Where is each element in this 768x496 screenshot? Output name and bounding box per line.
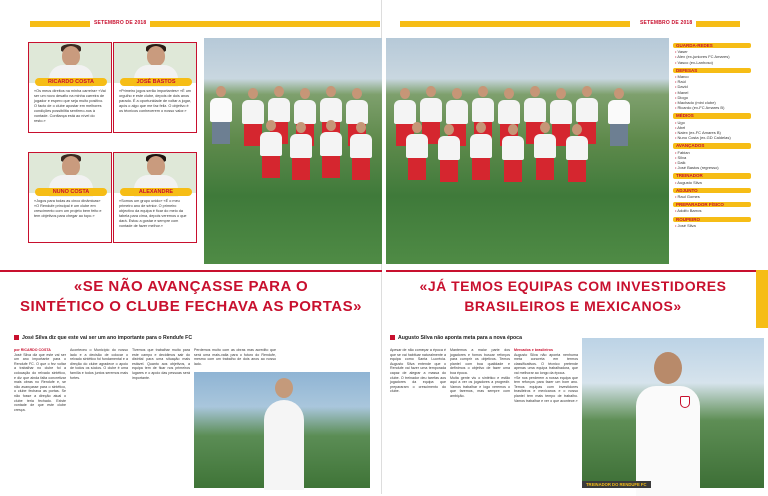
para: Perdemos muito com as obras mas acredito que será uma mais-valia para o futuro do Rendufe, mesmo com um trabalho de dois anos ao nosso lado.	[194, 348, 276, 366]
coach-photo	[582, 338, 764, 488]
left-header-date: SETEMBRO DE 2018	[94, 20, 147, 26]
roster-item: • Ricardo (ex-FC Amares B)	[673, 105, 763, 110]
left-headline-1: «SE NÃO AVANÇASSE PARA O	[73, 278, 309, 295]
para: Tivemos que trabalhar muito para este campo e decidimos sair do distrital para uma situação mais estável. Quanto aos objetivos, a equipa tem de ficar nos primeiros lugares e o apoio das pessoas será importante.	[132, 348, 190, 380]
left-subhead	[14, 335, 374, 341]
right-subhead-text: Augusto Silva não aponta meta para a nova época	[398, 335, 522, 341]
player-name: NUNO COSTA	[35, 188, 107, 196]
roster-category: ROUPEIRO	[673, 217, 751, 222]
left-headline-2: SINTÉTICO O CLUBE FECHAVA AS PORTAS»	[20, 298, 362, 315]
right-header-date: SETEMBRO DE 2018	[640, 20, 693, 26]
r-article-col-1	[390, 348, 446, 486]
r-article-col-3	[514, 348, 578, 486]
roster-item: • Dalk	[673, 160, 763, 165]
player-quote: «Somos um grupo unido» «É o meu primeiro ano de sénior. O primeiro objectivo da equipa é ficar do meio da tabela para cima, depois veremos o que dará. Estou a gostar e sempre com vontade de fazer melhor.»	[119, 199, 187, 228]
para: Muita gente viu o sintético e estão aqui a ver os jogadores a progredir. Vamos trabalhar e logo veremos o que faremos, mas sempre com ambição.	[450, 375, 510, 398]
team-photo-right	[386, 38, 669, 264]
player-name: JOSÉ BASTOS	[120, 78, 192, 86]
article-col-2	[70, 348, 128, 486]
roster-category: ADJUNTO	[673, 188, 751, 193]
roster-item: • Abel	[673, 125, 763, 130]
right-subhead	[390, 335, 580, 341]
right-headline-1: «JÁ TEMOS EQUIPAS COM INVESTIDORES	[419, 278, 727, 294]
roster	[673, 40, 763, 228]
player-name: RICARDO COSTA	[35, 78, 107, 86]
right-header-bar	[400, 21, 740, 27]
player-quote: «Primeiro jogos serão importantes» «É um orgulho e este clube, depois de dois anos parado. É a oportunidade de voltar a jogar, após o algo que me faz feliz. O objetivo é os técnicos conhecerem o nosso valor.»	[119, 89, 191, 113]
roster-item: • Machado (mini clube)	[673, 100, 763, 105]
article-col-1	[14, 348, 66, 486]
yellow-accent	[756, 270, 768, 328]
roster-item: • Nuno Costa (ex-GD Caldelas)	[673, 135, 763, 140]
roster-category: DEFESAS	[673, 68, 751, 73]
player-photo	[29, 153, 111, 193]
roster-category: MÉDIOS	[673, 113, 751, 118]
roster-item: • Silva	[673, 155, 763, 160]
right-headline-2: BRASILEIROS E MEXICANOS»	[464, 298, 682, 314]
para: Mantemos a maior parte dos jogadores e fomos buscar reforços para cumprir os objetivos. Temos plantel com boa qualidade e definimos o objetivo de fazer uma boa época.	[450, 348, 510, 375]
roster-item: • Fabian	[673, 150, 763, 155]
president-photo	[194, 372, 370, 488]
roster-item: • Marco	[673, 74, 763, 79]
para: «Se nos perderem a nossa equipa que tem reforços para fazer um bom ano. Temos equipas com investidores brasileiros e mexicanos e o nosso plantel tem mais tempo de trabalho. Vamos trabalhar e ver o que acontece.»	[514, 375, 578, 403]
roster-item: • Diogo	[673, 95, 763, 100]
roster-item: • Augusto Silva	[673, 180, 763, 185]
r-article-col-2	[450, 348, 510, 486]
body2-title: Mercados e brasileiros	[514, 348, 553, 352]
para: Apesar de não começar a época é que se vai habituar naturalmente a equipa como Santa Lucrécia. Augusto Silva entende que o Rendufe vai fazer uma temporada capaz de alegrar a massa do clube. O treinador deu tarefas aos jogadores da equipa que prepararam o crescimento do clube.	[390, 348, 446, 394]
player-card	[113, 152, 197, 243]
club-badge-icon	[680, 396, 690, 408]
roster-item: • Naiex (ex-FC Amares B)	[673, 130, 763, 135]
roster-item: • José Bastos (regresso)	[673, 165, 763, 170]
left-page	[0, 0, 382, 494]
player-card	[113, 42, 197, 133]
player-quote: «Jogos para todas as cinco dinâmicas» «O Rendufe principal é um clube em crescimento com um projeto bem feito e tem objetivos para chegar ao topo.»	[34, 199, 102, 218]
roster-category: PREPARADOR FÍSICO	[673, 202, 751, 207]
player-photo	[114, 153, 196, 193]
para: José Silva diz que este vai ser um ano importante para o Rendufe FC. O que o fez voltar a trabalhar no clube foi a colocação do relvado sintético, e diz que ainda falta concretizar mais obras no Rendufe e, se não avançasse para o sintético, o clube fechava as portas. Se não fosse a direção atual o clube teria fechado. Existe vontade de que este clube cresça.	[14, 352, 66, 412]
player-quote: «Os meus direitos na minha carreira» «Vai ser um novo desafio na minha carreira de jogador e espero que seja muito positivo. O facto de o clube apostar em melhores condições possibilita sentirmo-nos à vontade. Confiança está ao nível do resto.»	[34, 89, 106, 123]
roster-category: GUARDA-REDES	[673, 43, 751, 48]
roster-item: • Vaser	[673, 49, 763, 54]
article-col-3	[132, 348, 190, 380]
player-photo	[29, 43, 111, 83]
roster-item: • Raúl	[673, 79, 763, 84]
player-card	[28, 152, 112, 243]
roster-item: • Manel	[673, 90, 763, 95]
player-card	[28, 42, 112, 133]
left-header-bar	[30, 21, 382, 27]
roster-category: TREINADOR	[673, 173, 751, 178]
para: Aconteceu o Município do nosso lado e a decisão de colocar o relvado sintético foi fundamental e a direção do clube agradece o apoio de todos os sócios. O clube é uma família e todos juntos seremos mais fortes.	[70, 348, 128, 380]
coach-caption: TREINADOR DO RENDUFE FC	[582, 481, 651, 488]
roster-item: • Ugo	[673, 120, 763, 125]
roster-item: • Raul Gomes	[673, 194, 763, 199]
roster-category: AVANÇADOS	[673, 143, 751, 148]
player-name: ALEXANDRE	[120, 188, 192, 196]
left-subhead-text: José Silva diz que este vai ser um ano importante para o Rendufe FC	[22, 335, 193, 341]
article-col-4	[194, 348, 276, 370]
team-photo-left	[204, 38, 382, 264]
player-photo	[114, 43, 196, 83]
roster-item: • Vasco (ex-Lanhoso)	[673, 60, 763, 65]
roster-item: • David	[673, 84, 763, 89]
para: Augusto Silva não aponta nenhuma meta concreta em termos classificativos. O técnico pretende apenas uma equipa trabalhadora, que vai melhorar ao longo da época.	[514, 352, 578, 375]
byline: por RICARDO COSTA	[14, 348, 51, 352]
roster-item: • Adolfo Barros	[673, 208, 763, 213]
roster-item: • José Silva	[673, 223, 763, 228]
right-page	[386, 0, 768, 494]
roster-item: • Alex (ex-juniores FC Amares)	[673, 54, 763, 59]
